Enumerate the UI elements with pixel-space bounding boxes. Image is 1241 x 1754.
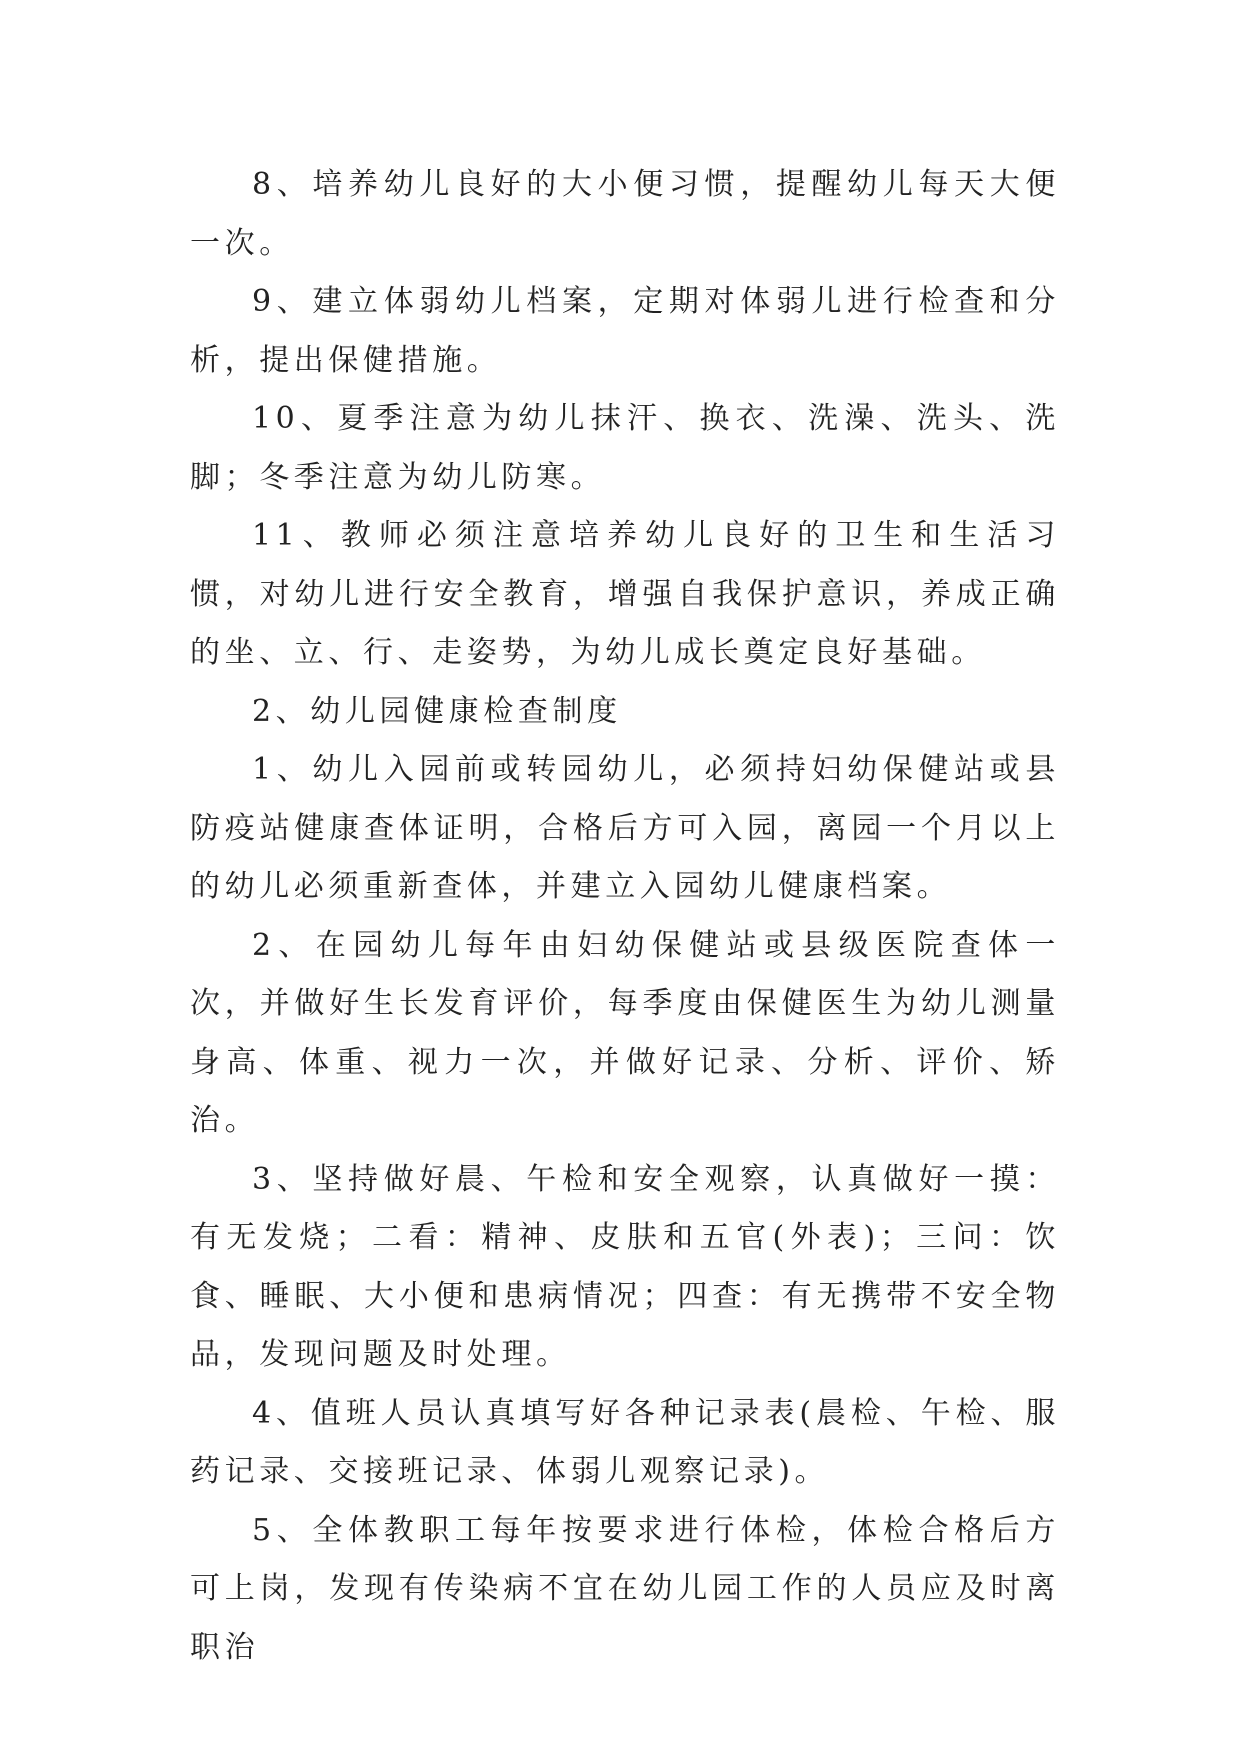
paragraph-item-1: 1、幼儿入园前或转园幼儿，必须持妇幼保健站或县防疫站健康查体证明，合格后方可入园，离园一个月以上的幼儿必须重新查体，并建立入园幼儿健康档案。 <box>190 752 1060 904</box>
section-heading: 2、幼儿园健康检查制度 <box>252 693 622 729</box>
paragraph-item-5: 5、全体教职工每年按要求进行体检，体检合格后方可上岗，发现有传染病不宜在幼儿园工作的人员应及时离职治 <box>190 1512 1060 1665</box>
paragraph-item-10: 10、夏季注意为幼儿抹汗、换衣、洗澡、洗头、洗脚；冬季注意为幼儿防寒。 <box>190 401 1060 495</box>
paragraph-item-8: 8、培养幼儿良好的大小便习惯，提醒幼儿每天大便一次。 <box>190 167 1060 261</box>
document-body <box>190 156 1060 1677</box>
paragraph-item-11: 11、教师必须注意培养幼儿良好的卫生和生活习惯，对幼儿进行安全教育，增强自我保护意识，养成正确的坐、立、行、走姿势，为幼儿成长奠定良好基础。 <box>190 518 1060 670</box>
paragraph-item-9: 9、建立体弱幼儿档案，定期对体弱儿进行检查和分析，提出保健措施。 <box>190 284 1060 378</box>
paragraph-item-4: 4、值班人员认真填写好各种记录表(晨检、午检、服药记录、交接班记录、体弱儿观察记录)。 <box>190 1395 1060 1489</box>
paragraph-item-2: 2、在园幼儿每年由妇幼保健站或县级医院查体一次，并做好生长发育评价，每季度由保健医生为幼儿测量身高、体重、视力一次，并做好记录、分析、评价、矫治。 <box>190 927 1060 1138</box>
paragraph-item-3: 3、坚持做好晨、午检和安全观察，认真做好一摸：有无发烧；二看：精神、皮肤和五官(外表)；三问：饮食、睡眠、大小便和患病情况；四查：有无携带不安全物品，发现问题及时处理。 <box>190 1161 1060 1372</box>
